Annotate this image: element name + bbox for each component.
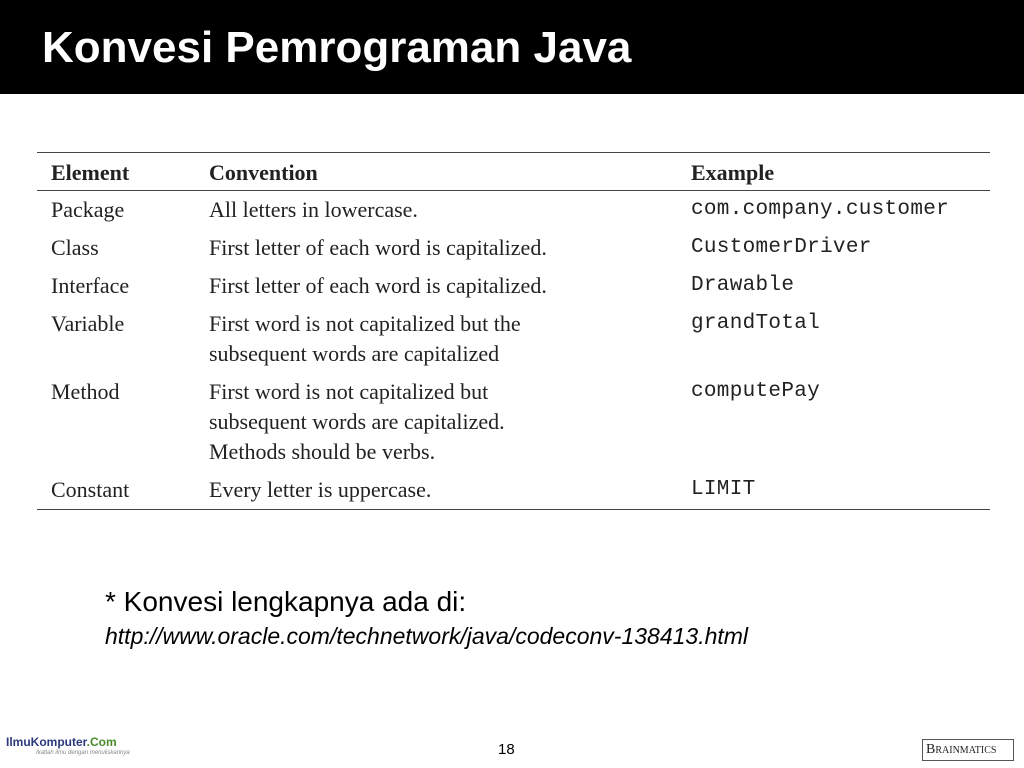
convention-line: subsequent words are capitalized. (209, 409, 505, 434)
example-cell: Drawable (691, 274, 795, 297)
table-row (37, 373, 990, 471)
example-cell: grandTotal (691, 312, 821, 335)
convention-line: First letter of each word is capitalized. (209, 235, 547, 260)
header-convention: Convention (209, 160, 318, 185)
convention-line: First letter of each word is capitalized. (209, 273, 547, 298)
convention-line: Every letter is uppercase. (209, 477, 432, 502)
element-cell: Constant (51, 477, 130, 502)
title-bar (0, 0, 1024, 94)
header-example: Example (691, 160, 775, 185)
brainmatics-logo (922, 739, 1014, 761)
ilmukomputer-logo (6, 735, 130, 757)
element-cell: Interface (51, 273, 130, 298)
element-cell: Variable (51, 311, 125, 336)
convention-line: First word is not capitalized but (209, 379, 489, 404)
conventions-link[interactable]: http://www.oracle.com/technetwork/java/codeconv-138413.html (105, 623, 749, 649)
convention-line: First word is not capitalized but the (209, 311, 521, 336)
example-cell: com.company.customer (691, 198, 950, 221)
logo-rain: RAIN (935, 745, 960, 756)
note-text: * Konvesi lengkapnya ada di: (105, 586, 467, 617)
element-cell: Method (51, 379, 120, 404)
element-cell: Package (51, 197, 125, 222)
conventions-table (37, 152, 990, 510)
page-number: 18 (498, 741, 515, 758)
table-row (37, 191, 990, 230)
table-row (37, 267, 990, 305)
table-row (37, 305, 990, 373)
convention-cell (209, 267, 691, 305)
table-row (37, 471, 990, 510)
logo-name: IlmuKomputer (6, 735, 87, 749)
element-cell: Class (51, 235, 99, 260)
slide-title: Konvesi Pemrograman Java (42, 23, 632, 72)
logo-rest: MATICS (959, 745, 997, 756)
convention-cell (209, 373, 691, 471)
convention-cell (209, 191, 691, 230)
table-row (37, 229, 990, 267)
convention-line: Methods should be verbs. (209, 439, 436, 464)
example-cell: CustomerDriver (691, 236, 872, 259)
convention-cell (209, 305, 691, 373)
logo-first-letter: B (926, 742, 936, 757)
table-header-row (37, 153, 990, 191)
example-cell: computePay (691, 380, 821, 403)
logo-tagline: Ikatlah ilmu dengan menuliskannya (36, 750, 130, 756)
header-element: Element (51, 160, 130, 185)
convention-line: subsequent words are capitalized (209, 341, 500, 366)
convention-cell (209, 229, 691, 267)
convention-line: All letters in lowercase. (209, 197, 418, 222)
example-cell: LIMIT (691, 478, 756, 501)
convention-cell (209, 471, 691, 510)
logo-suffix: .Com (86, 735, 117, 749)
